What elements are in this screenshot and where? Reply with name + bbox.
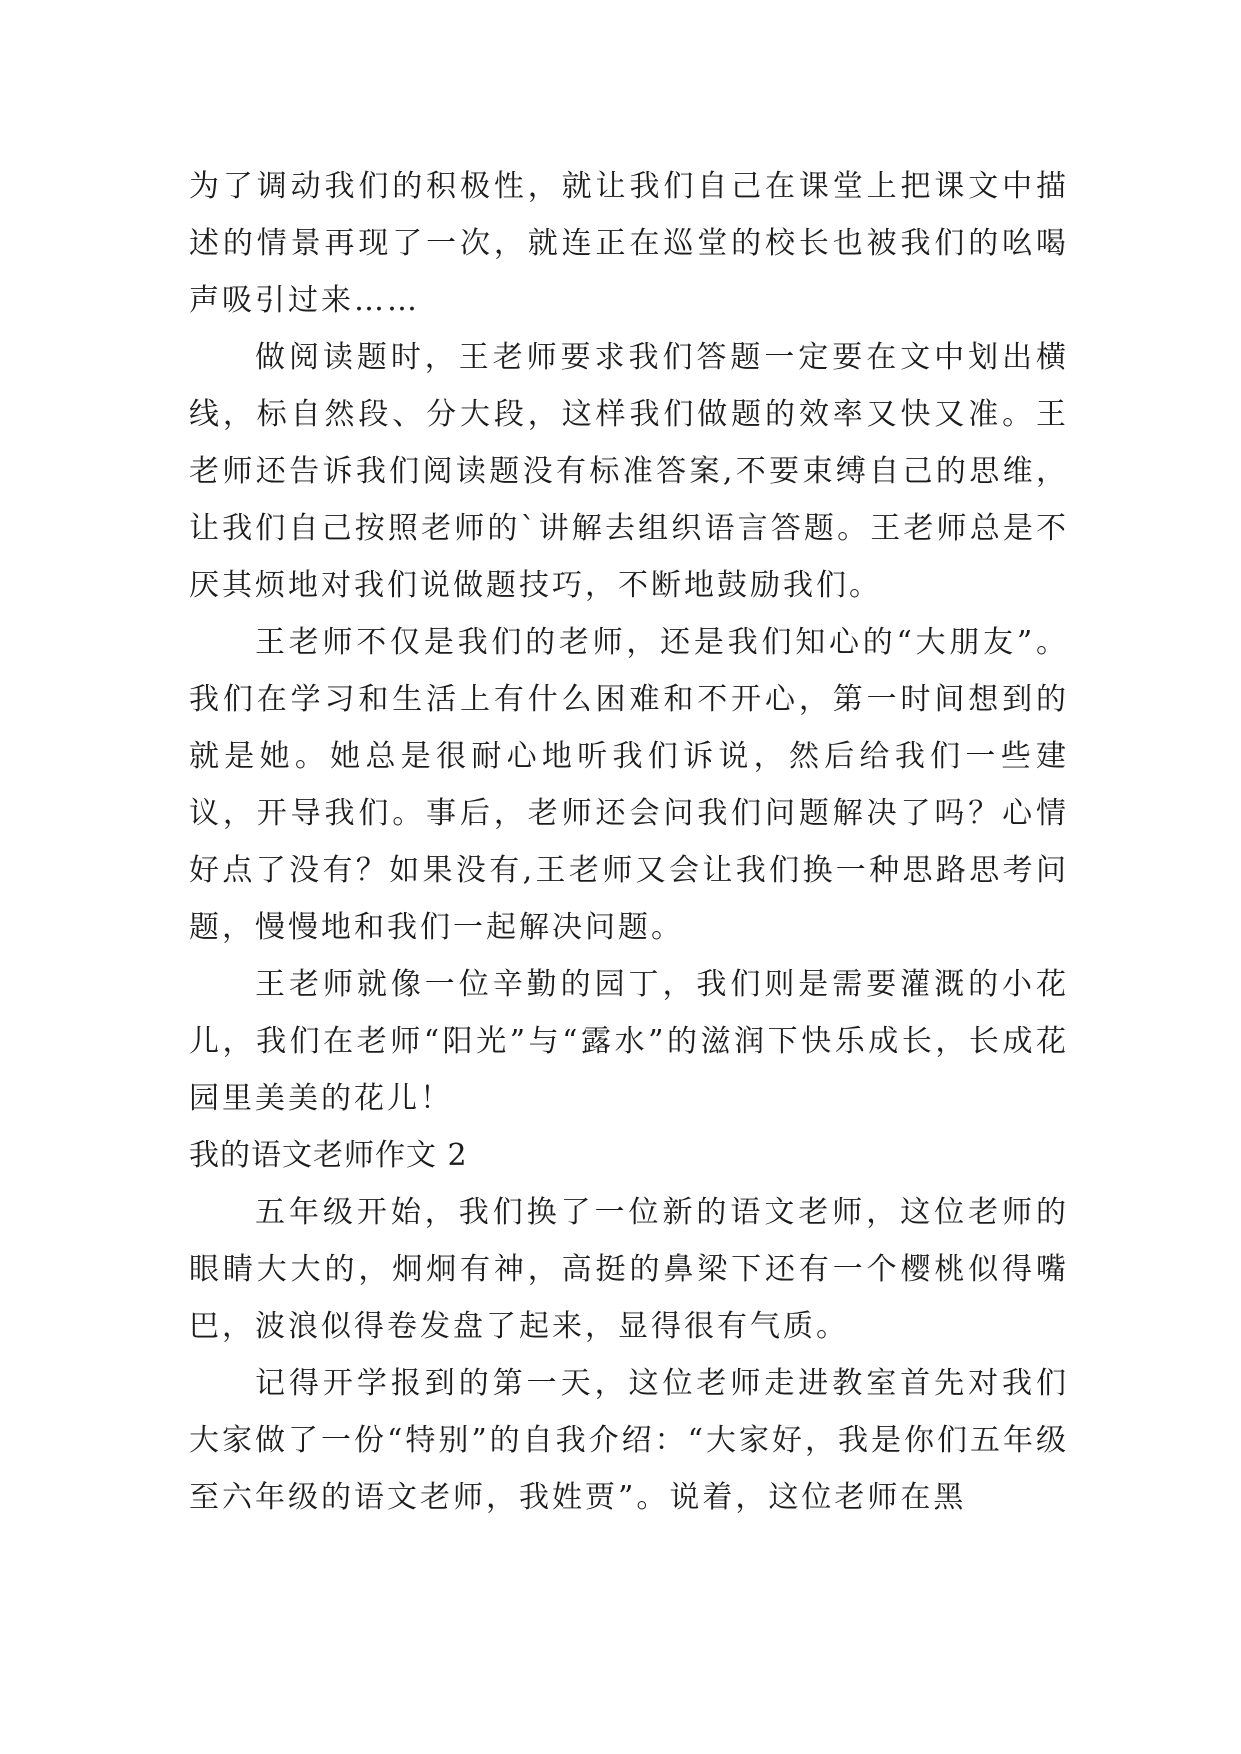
- paragraph-reading-questions: 做阅读题时，王老师要求我们答题一定要在文中划出横线，标自然段、分大段，这样我们做题的效率又快又准。王老师还告诉我们阅读题没有标准答案,不要束缚自己的思维，让我们自己按照老师的`讲解去组织语言答题。王老师总是不厌其烦地对我们说做题技巧，不断地鼓励我们。: [189, 340, 1069, 603]
- paragraph-continued: 为了调动我们的积极性，就让我们自己在课堂上把课文中描述的情景再现了一次，就连正在巡堂的校长也被我们的吆喝声吸引过来……: [189, 169, 1069, 318]
- paragraph-first-day: 记得开学报到的第一天，这位老师走进教室首先对我们大家做了一份“特别”的自我介绍：“大家好，我是你们五年级至六年级的语文老师，我姓贾”。说着，这位老师在黑: [189, 1366, 1070, 1515]
- section-heading: 我的语文老师作文 2: [189, 1138, 468, 1173]
- paragraph-big-friend: 王老师不仅是我们的老师，还是我们知心的“大朋友”。我们在学习和生活上有什么困难和不开心，第一时间想到的就是她。她总是很耐心地听我们诉说，然后给我们一些建议，开导我们。事后，老师还会问我们问题解决了吗？心情好点了没有？如果没有,王老师又会让我们换一种思路思考问题，慢慢地和我们一起解决问题。: [189, 625, 1069, 945]
- paragraph-gardener: 王老师就像一位辛勤的园丁，我们则是需要灌溉的小花儿，我们在老师“阳光”与“露水”的滋润下快乐成长，长成花园里美美的花儿！: [189, 967, 1069, 1116]
- paragraph-new-teacher: 五年级开始，我们换了一位新的语文老师，这位老师的眼睛大大的，炯炯有神，高挺的鼻梁下还有一个樱桃似得嘴巴，波浪似得卷发盘了起来，显得很有气质。: [189, 1195, 1069, 1344]
- document-body: [189, 158, 1069, 1526]
